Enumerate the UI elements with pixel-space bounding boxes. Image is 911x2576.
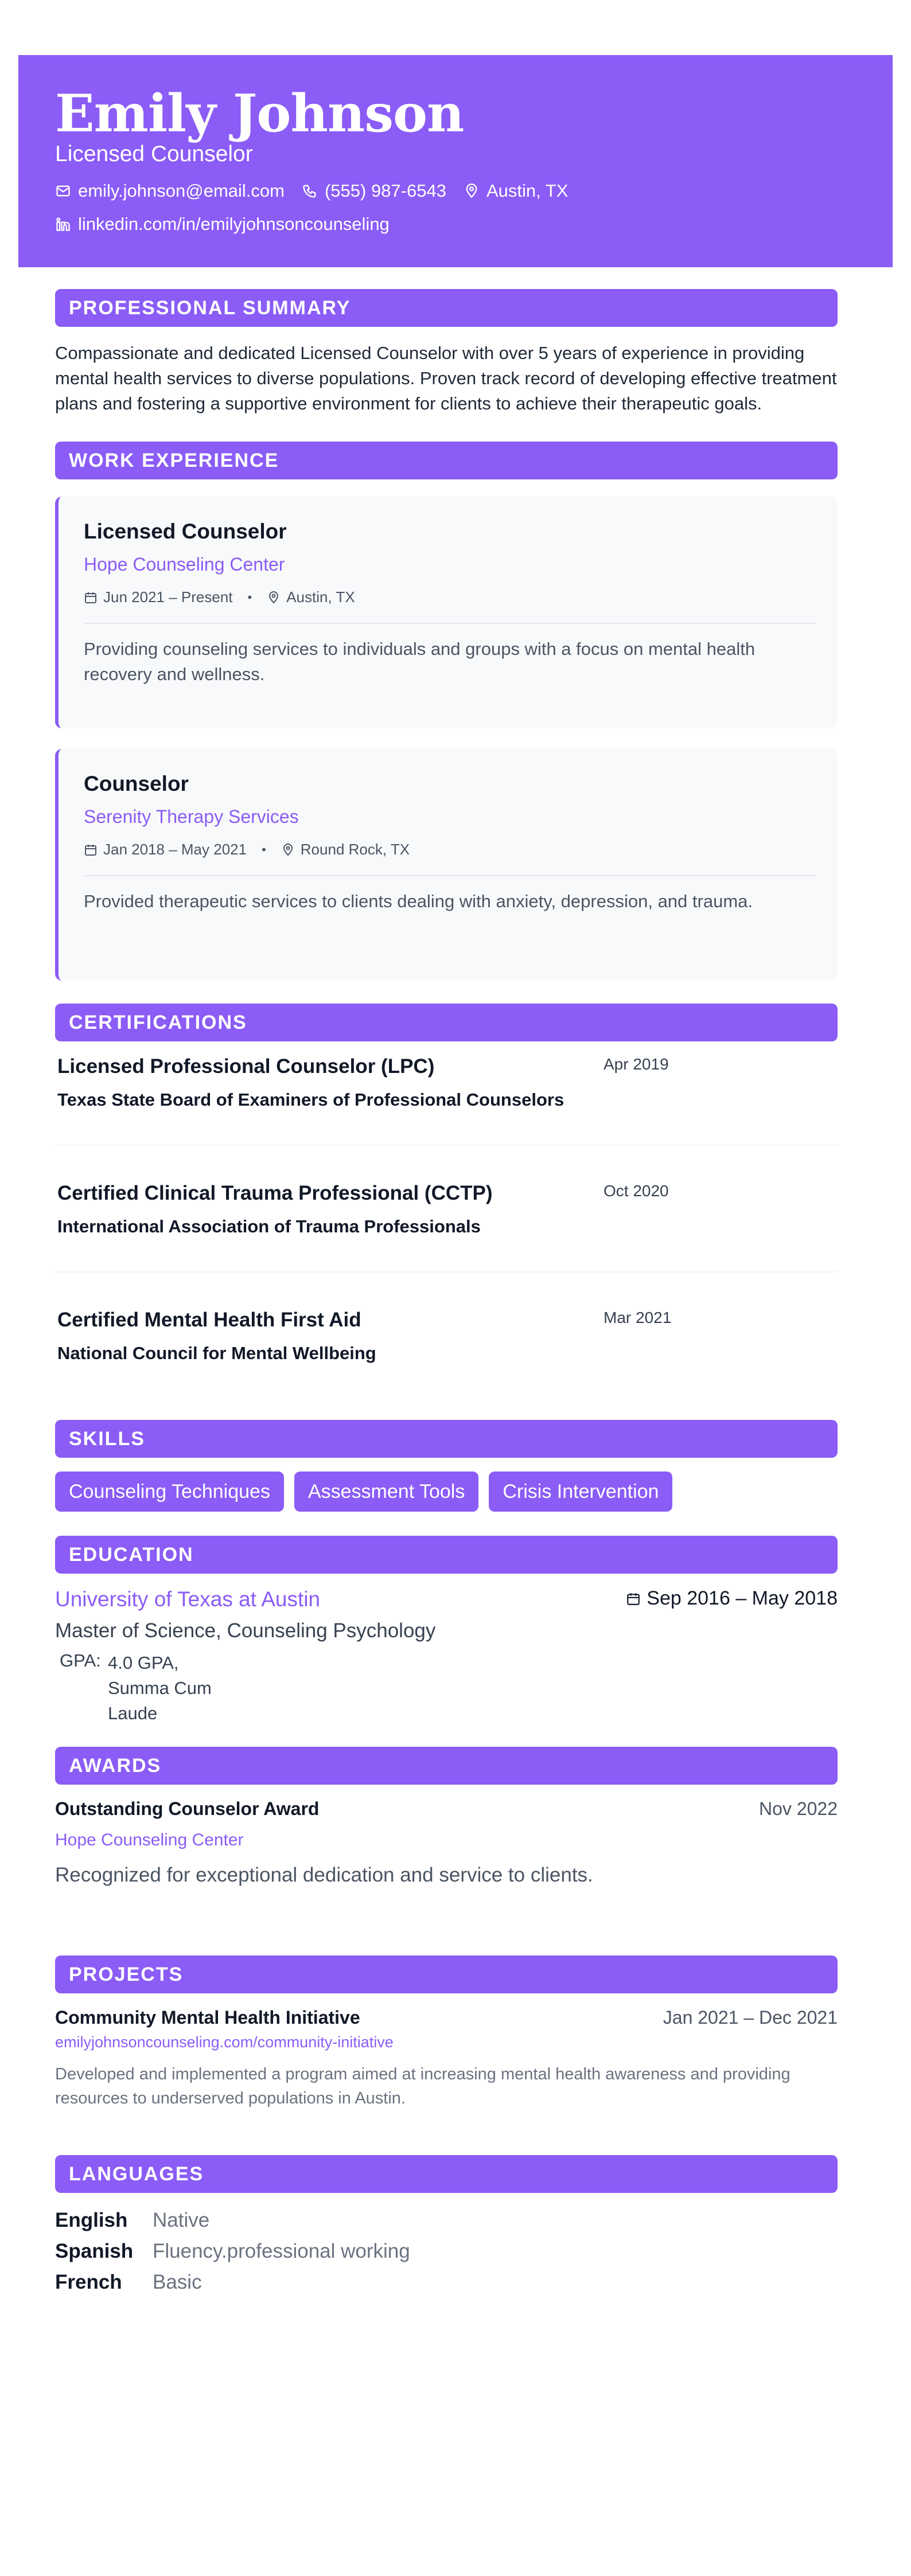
cert-date: Apr 2019 — [604, 1055, 669, 1073]
cert-issuer: International Association of Trauma Professionals — [57, 1216, 481, 1236]
language-level: Fluency.professional working — [153, 2240, 410, 2262]
job-description: Provided therapeutic services to clients dealing with anxiety, depression, and trauma. — [84, 891, 753, 911]
language-level: Native — [153, 2209, 210, 2231]
cert-date: Mar 2021 — [604, 1309, 672, 1326]
skill-tag: Crisis Intervention — [489, 1472, 672, 1512]
job-company: Serenity Therapy Services — [84, 806, 299, 827]
summary-text: Compassionate and dedicated Licensed Counselor with over 5 years of experience in providing mental health services to diverse populations. Proven track record of developing effective treatment plans and fostering a supportive environment for clients to achieve their therapeutic goals. — [55, 343, 837, 413]
experience-card — [55, 749, 838, 981]
job-dates: Jun 2021 – Present — [103, 588, 233, 606]
job-location: Austin, TX — [286, 588, 355, 606]
cert-name: Certified Mental Health First Aid — [57, 1309, 361, 1331]
section-header-education: EDUCATION — [55, 1536, 838, 1574]
education-dates — [626, 1587, 838, 1610]
project-description: Developed and implemented a program aimed at increasing mental health awareness and providing resources to underserved populations in Austin. — [55, 2065, 791, 2107]
calendar-icon — [626, 1591, 641, 1606]
language-level: Basic — [153, 2271, 202, 2293]
divider — [84, 623, 816, 624]
section-header-awards: AWARDS — [55, 1747, 838, 1785]
project-link[interactable]: emilyjohnsoncounseling.com/community-initiative — [55, 2034, 394, 2051]
email-text: emily.johnson@email.com — [78, 181, 285, 201]
language-name: Spanish — [55, 2240, 134, 2262]
language-name: English — [55, 2209, 128, 2231]
cert-date: Oct 2020 — [604, 1182, 669, 1200]
cert-name: Licensed Professional Counselor (LPC) — [57, 1055, 435, 1078]
linkedin-icon — [55, 216, 71, 232]
contact-location — [464, 180, 568, 201]
section-header-languages: LANGUAGES — [55, 2155, 838, 2193]
candidate-title: Licensed Counselor — [55, 142, 253, 166]
separator-dot: • — [262, 842, 266, 857]
map-pin-icon — [267, 591, 281, 604]
education-degree: Master of Science, Counseling Psychology — [55, 1619, 436, 1642]
map-pin-icon — [464, 183, 480, 199]
experience-card — [55, 497, 838, 728]
calendar-icon — [84, 843, 98, 857]
award-date: Nov 2022 — [759, 1798, 838, 1819]
divider — [55, 1145, 838, 1146]
skill-tag: Assessment Tools — [294, 1472, 478, 1512]
project-dates: Jan 2021 – Dec 2021 — [663, 2007, 838, 2028]
separator-dot: • — [247, 590, 252, 604]
job-meta — [84, 841, 410, 858]
language-item — [55, 2271, 202, 2294]
cert-name: Certified Clinical Trauma Professional (CCTP) — [57, 1182, 493, 1204]
skill-tag: Counseling Techniques — [55, 1472, 284, 1512]
map-pin-icon — [281, 843, 295, 857]
job-company: Hope Counseling Center — [84, 554, 285, 575]
job-title: Licensed Counselor — [84, 520, 287, 543]
language-item — [55, 2240, 410, 2263]
job-location: Round Rock, TX — [300, 841, 410, 858]
contact-row-2 — [55, 213, 407, 235]
location-text: Austin, TX — [486, 181, 569, 201]
phone-text: (555) 987-6543 — [324, 181, 446, 201]
project-title: Community Mental Health Initiative — [55, 2007, 360, 2028]
divider — [55, 1271, 838, 1273]
gpa-label: GPA: — [60, 1650, 101, 1671]
job-description: Providing counseling services to individuals and groups with a focus on mental health recovery and wellness. — [84, 639, 756, 684]
contact-email[interactable] — [55, 180, 285, 201]
skills-list — [55, 1472, 683, 1512]
calendar-icon — [84, 591, 98, 604]
award-title: Outstanding Counselor Award — [55, 1798, 320, 1819]
section-header-skills: SKILLS — [55, 1420, 838, 1458]
section-header-projects: PROJECTS — [55, 1956, 838, 1993]
section-header-summary: PROFESSIONAL SUMMARY — [55, 289, 838, 327]
award-description: Recognized for exceptional dedication and service to clients. — [55, 1864, 593, 1886]
job-meta — [84, 588, 355, 606]
award-organization: Hope Counseling Center — [55, 1830, 244, 1849]
cert-issuer: Texas State Board of Examiners of Professional Counselors — [57, 1090, 564, 1110]
linkedin-text: linkedin.com/in/emilyjohnsoncounseling — [78, 214, 390, 234]
contact-linkedin[interactable] — [55, 213, 390, 235]
candidate-name: Emily Johnson — [55, 83, 464, 144]
education-school: University of Texas at Austin — [55, 1587, 321, 1611]
contact-row — [55, 180, 585, 201]
section-header-experience: WORK EXPERIENCE — [55, 442, 838, 479]
section-header-certifications: CERTIFICATIONS — [55, 1004, 838, 1041]
education-dates-text: Sep 2016 – May 2018 — [647, 1587, 838, 1609]
language-item — [55, 2209, 209, 2232]
mail-icon — [55, 183, 71, 199]
language-name: French — [55, 2271, 122, 2293]
gpa-value: 4.0 GPA, Summa Cum Laude — [108, 1653, 212, 1723]
job-dates: Jan 2018 – May 2021 — [103, 841, 247, 858]
resume-header — [18, 55, 893, 267]
divider — [84, 875, 816, 876]
contact-phone[interactable] — [302, 180, 446, 201]
cert-issuer: National Council for Mental Wellbeing — [57, 1343, 376, 1363]
job-title: Counselor — [84, 772, 189, 795]
phone-icon — [302, 183, 318, 199]
